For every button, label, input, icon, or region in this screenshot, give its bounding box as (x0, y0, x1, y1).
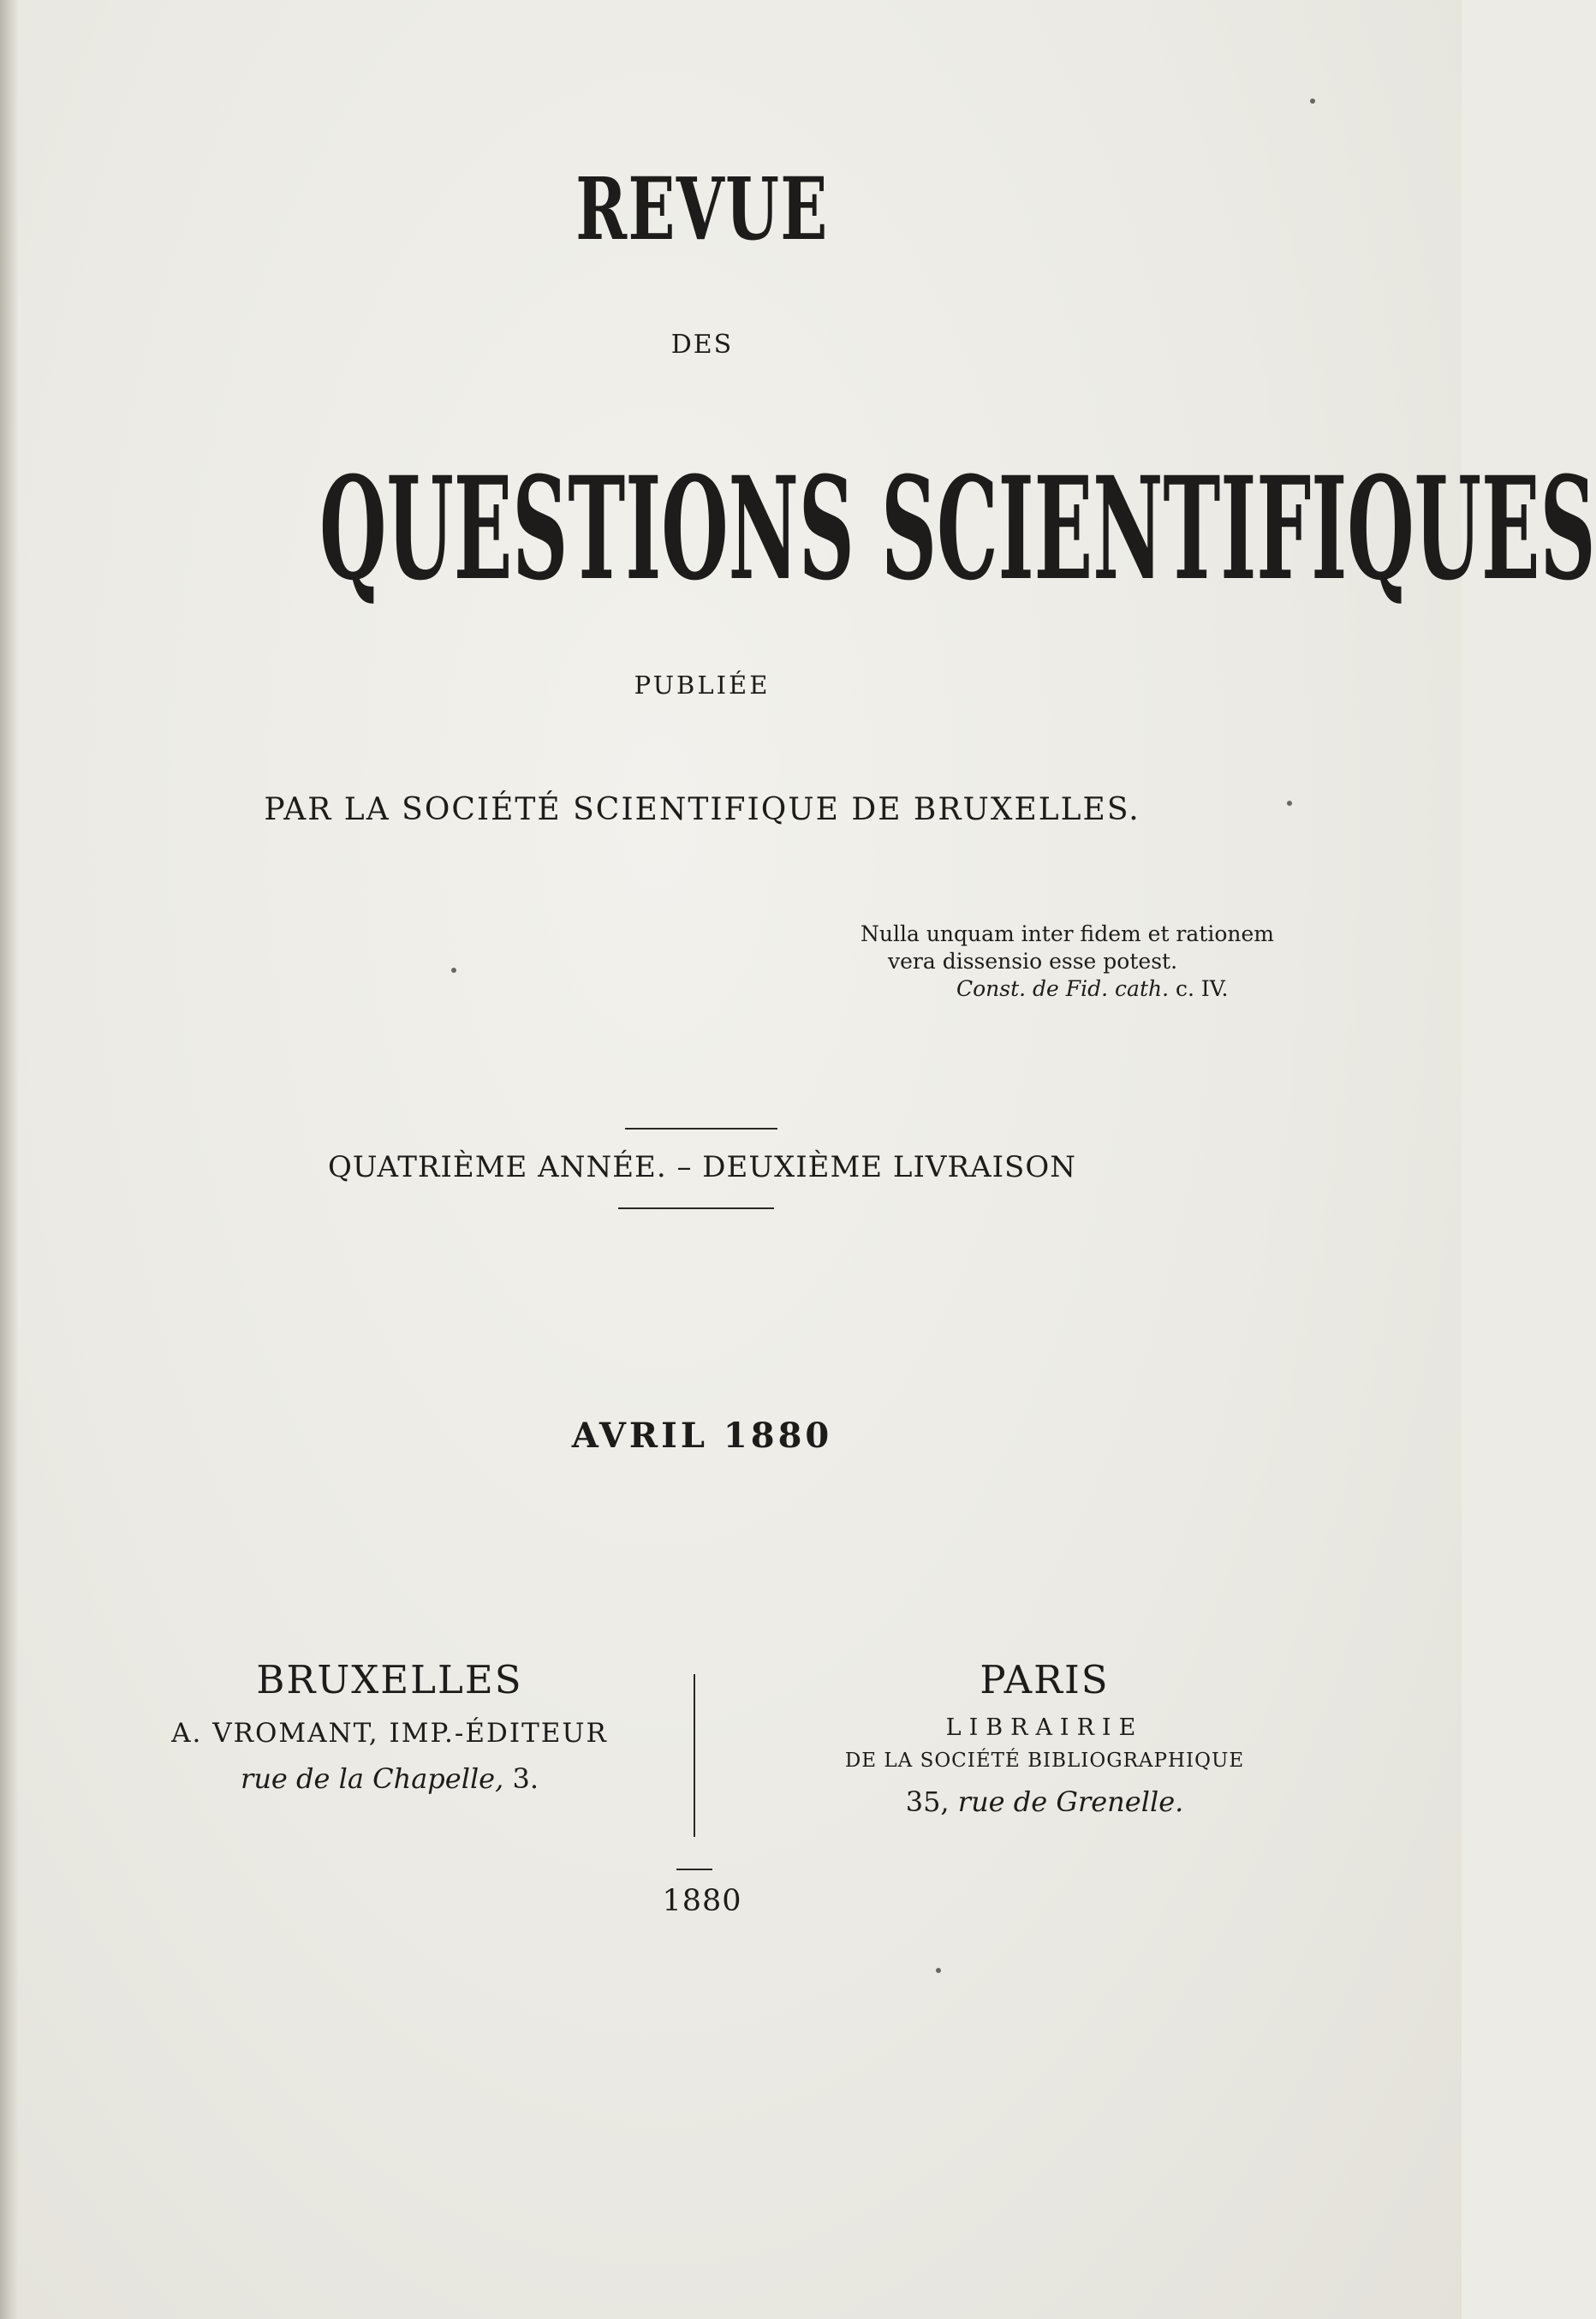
paper-speck (1287, 801, 1292, 806)
imprint-brussels-publisher: A. VROMANT, IMP.-ÉDITEUR (171, 1718, 608, 1749)
imprint-brussels (111, 1657, 668, 1795)
paper-speck (936, 1968, 941, 1973)
imprint-paris (736, 1657, 1353, 1818)
imprint-brussels-city: BRUXELLES (256, 1657, 523, 1702)
epigraph-source-title: Const. de Fid. cath. (956, 976, 1170, 1001)
imprint-paris-number: 35, (905, 1785, 950, 1818)
title-revue: REVUE (575, 158, 829, 259)
imprint-brussels-street: rue de la Chapelle, (241, 1762, 504, 1795)
title-des: DES (670, 330, 734, 360)
epigraph-line-1: Nulla unquam inter fidem et rationem (861, 921, 1274, 946)
epigraph-source-chapter: c. IV. (1176, 976, 1229, 1001)
divider-top (625, 1128, 777, 1130)
issue-date: AVRIL 1880 (571, 1416, 833, 1456)
imprint-paris-street: rue de Grenelle. (957, 1785, 1184, 1818)
publisher-society: PAR LA SOCIÉTÉ SCIENTIFIQUE DE BRUXELLES. (264, 792, 1140, 827)
imprint-brussels-address (111, 1762, 668, 1795)
year-rule (676, 1869, 712, 1870)
imprint-paris-society: DE LA SOCIÉTÉ BIBLIOGRAPHIQUE (844, 1750, 1245, 1772)
paper-speck (451, 968, 456, 973)
imprint-paris-address (736, 1785, 1353, 1818)
issue-edition: QUATRIÈME ANNÉE. – DEUXIÈME LIVRAISON (328, 1150, 1076, 1184)
imprint-paris-librairie: LIBRAIRIE (945, 1714, 1144, 1741)
publication-year: 1880 (662, 1884, 742, 1918)
published-label: PUBLIÉE (634, 671, 771, 700)
paper-speck (1310, 98, 1315, 104)
epigraph (861, 921, 1274, 1003)
title-questions-scientifiques: QUESTIONS SCIENTIFIQUES (319, 445, 1596, 611)
imprint-brussels-number: 3. (512, 1762, 539, 1795)
imprint-separator (694, 1674, 695, 1837)
imprint-paris-city: PARIS (980, 1657, 1110, 1702)
epigraph-line-2: vera dissensio esse potest. (888, 949, 1178, 974)
epigraph-source (861, 975, 1274, 1003)
divider-bottom (618, 1207, 774, 1209)
